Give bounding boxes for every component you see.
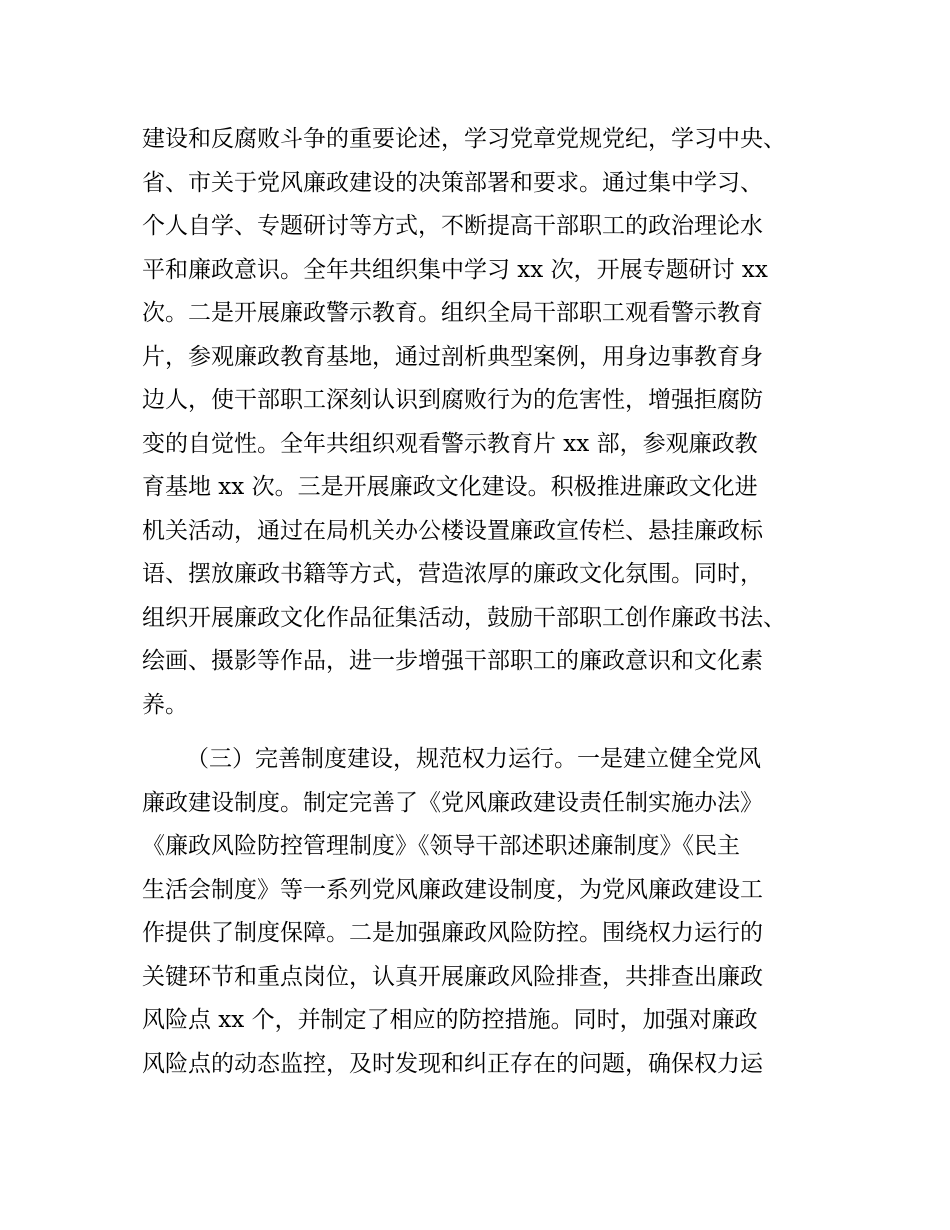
text-line: 生活会制度》等一系列党风廉政建设制度，为党风廉政建设工: [142, 876, 763, 903]
text-line: 个人自学、专题研讨等方式，不断提高干部职工的政治理论水: [142, 213, 763, 239]
text-line: 养。: [142, 691, 188, 718]
text-line: 关键环节和重点岗位，认真开展廉政风险排查，共排查出廉政: [142, 963, 763, 990]
body-paragraph-1: [142, 118, 822, 727]
text-line: 作提供了制度保障。二是加强廉政风险防控。围绕权力运行的: [142, 920, 763, 946]
body-paragraph-2: [142, 738, 822, 1086]
text-line: 变的自觉性。全年共组织观看警示教育片 xx 部，参观廉政教: [142, 430, 758, 457]
text-line: 《廉政风险防控管理制度》《领导干部述职述廉制度》《民主: [142, 833, 740, 859]
text-line: 机关活动，通过在局机关办公楼设置廉政宣传栏、悬挂廉政标: [142, 517, 763, 544]
text-line: 绘画、摄影等作品，进一步增强干部职工的廉政意识和文化素: [142, 648, 763, 674]
text-line: 建设和反腐败斗争的重要论述，学习党章党规党纪，学习中央、: [142, 126, 786, 152]
text-line: 边人，使干部职工深刻认识到腐败行为的危害性，增强拒腐防: [142, 387, 763, 413]
text-line: 育基地 xx 次。三是开展廉政文化建设。积极推进廉政文化进: [142, 474, 758, 500]
section-heading-line: （三）完善制度建设，规范权力运行。一是建立健全党风: [186, 746, 761, 772]
text-line: 省、市关于党风廉政建设的决策部署和要求。通过集中学习、: [142, 169, 763, 196]
text-line: 组织开展廉政文化作品征集活动，鼓励干部职工创作廉政书法、: [142, 604, 786, 631]
text-line: 次。二是开展廉政警示教育。组织全局干部职工观看警示教育: [142, 300, 763, 326]
text-line: 廉政建设制度。制定完善了《党风廉政建设责任制实施办法》: [142, 789, 763, 816]
text-line: 风险点的动态监控，及时发现和纠正存在的问题，确保权力运: [142, 1050, 763, 1077]
text-line: 片，参观廉政教育基地，通过剖析典型案例，用身边事教育身: [142, 343, 763, 370]
text-line: 语、摆放廉政书籍等方式，营造浓厚的廉政文化氛围。同时，: [142, 561, 763, 587]
text-line: 风险点 xx 个，并制定了相应的防控措施。同时，加强对廉政: [142, 1007, 758, 1033]
text-line: 平和廉政意识。全年共组织集中学习 xx 次，开展专题研讨 xx: [142, 256, 768, 283]
